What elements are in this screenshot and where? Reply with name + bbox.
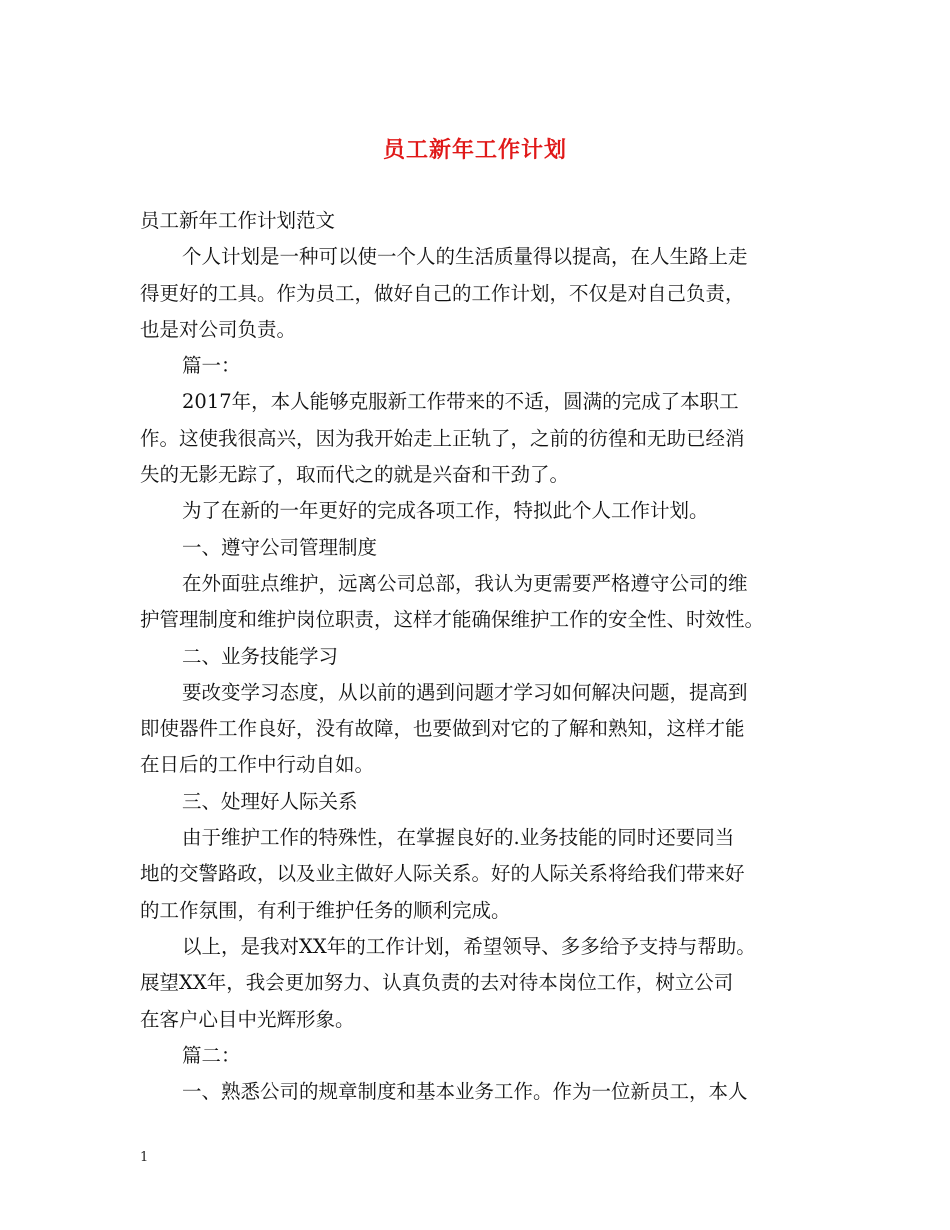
- text-line: 在客户心目中光辉形象。: [140, 1007, 355, 1031]
- page-number: 1: [140, 1150, 149, 1165]
- text-line: 作。这使我很高兴，因为我开始走上正轨了，之前的彷徨和无助已经消: [140, 426, 745, 450]
- text-line: 地的交警路政，以及业主做好人际关系。好的人际关系将给我们带来好: [140, 862, 745, 886]
- text-line: 个人计划是一种可以使一个人的生活质量得以提高，在人生路上走: [182, 245, 748, 269]
- text-line: 要改变学习态度，从以前的遇到问题才学习如何解决问题，提高到: [182, 680, 748, 704]
- text-line: 也是对公司负责。: [140, 317, 297, 341]
- text-line: 由于维护工作的特殊性，在掌握良好的.业务技能的同时还要同当: [182, 826, 735, 850]
- text-line: 以上，是我对XX年的工作计划，希望领导、多多给予支持与帮助。: [182, 934, 756, 958]
- text-line: 篇一：: [182, 354, 241, 378]
- text-line: 一、遵守公司管理制度: [182, 535, 378, 559]
- text-line: 一、熟悉公司的规章制度和基本业务工作。作为一位新员工，本人: [182, 1080, 748, 1104]
- document-title: 员工新年工作计划: [382, 137, 567, 163]
- text-line: 为了在新的一年更好的完成各项工作，特拟此个人工作计划。: [182, 499, 709, 523]
- document-body: [140, 203, 830, 1110]
- text-line: 得更好的工具。作为员工，做好自己的工作计划，不仅是对自己负责，: [140, 281, 745, 305]
- text-line: 二、业务技能学习: [182, 644, 339, 668]
- text-line: 失的无影无踪了，取而代之的就是兴奋和干劲了。: [140, 463, 570, 487]
- text-line: 三、处理好人际关系: [182, 789, 358, 813]
- text-line: 展望XX年，我会更加努力、认真负责的去对待本岗位工作，树立公司: [140, 971, 734, 995]
- text-line: 护管理制度和维护岗位职责，这样才能确保维护工作的安全性、时效性。: [140, 608, 765, 632]
- text-line: 篇二：: [182, 1043, 241, 1067]
- text-line: 员工新年工作计划范文: [140, 209, 336, 232]
- text-line: 即使器件工作良好，没有故障，也要做到对它的了解和熟知，这样才能: [140, 717, 745, 741]
- text-line: 在日后的工作中行动自如。: [140, 753, 375, 777]
- text-line: 的工作氛围，有利于维护任务的顺利完成。: [140, 898, 511, 922]
- text-line: 2017年，本人能够克服新工作带来的不适，圆满的完成了本职工: [182, 390, 739, 414]
- text-line: 在外面驻点维护，远离公司总部，我认为更需要严格遵守公司的维: [182, 571, 748, 595]
